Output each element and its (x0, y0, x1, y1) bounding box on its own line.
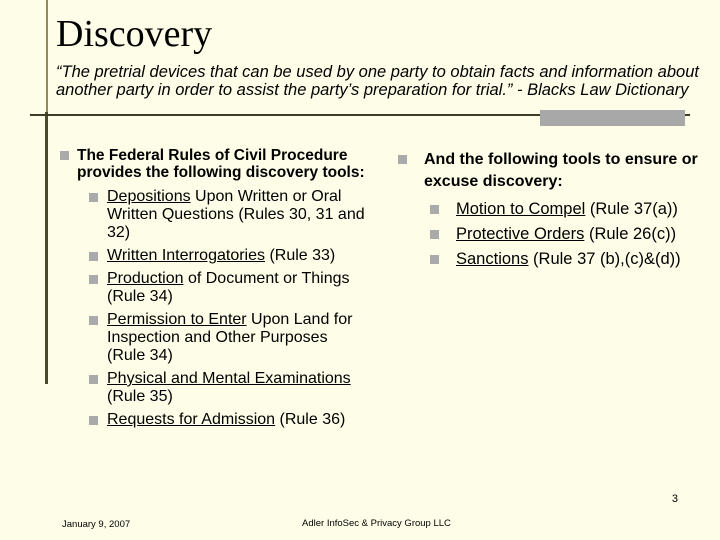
tool-name: Physical and Mental Examinations (107, 370, 351, 387)
slide-title: Discovery (56, 13, 213, 55)
left-column (60, 147, 365, 434)
left-heading (60, 147, 365, 181)
left-tool-list (89, 188, 365, 429)
right-heading (398, 149, 698, 193)
tool-rule: (Rule 26(c)) (584, 225, 677, 243)
vertical-rule-accent (45, 112, 48, 384)
tool-name: Permission to Enter (107, 311, 247, 328)
tool-rule: of Document or Things (Rule 34) (107, 270, 350, 305)
square-bullet-icon (89, 193, 98, 202)
tool-rule: (Rule 36) (275, 411, 346, 428)
tool-name: Motion to Compel (456, 200, 586, 218)
square-bullet-icon (89, 416, 98, 425)
list-item (89, 188, 365, 242)
square-bullet-icon (430, 205, 439, 214)
tool-rule: (Rule 37 (b),(c)&(d)) (528, 250, 681, 268)
left-heading-text: The Federal Rules of Civil Procedure provides the following discovery tools: (77, 147, 365, 181)
right-heading-text: And the following tools to ensure or excuse discovery: (424, 151, 698, 190)
list-item (89, 270, 365, 306)
square-bullet-icon (398, 155, 407, 164)
list-item (430, 247, 698, 272)
list-item (89, 311, 365, 365)
square-bullet-icon (430, 255, 439, 264)
tool-name: Depositions (107, 188, 191, 205)
right-column (398, 149, 698, 272)
list-item (89, 411, 365, 429)
footer-date: January 9, 2007 (62, 519, 131, 530)
square-bullet-icon (89, 252, 98, 261)
list-item (89, 247, 365, 265)
tool-rule: (Rule 33) (265, 247, 336, 264)
square-bullet-icon (89, 316, 98, 325)
definition-quote: “The pretrial devices that can be used by one party to obtain facts and information about another party in order to assist the party’s preparation for trial.” - Blacks Law Dictionary (56, 63, 699, 99)
right-tool-list (430, 197, 698, 272)
tool-rule: (Rule 35) (107, 388, 173, 405)
tool-name: Production (107, 270, 184, 287)
square-bullet-icon (430, 230, 439, 239)
tool-name: Protective Orders (456, 225, 585, 243)
tool-rule: Upon Written or Oral Written Questions (Rules 30, 31 and 32) (107, 188, 365, 241)
tool-rule: (Rule 37(a)) (585, 200, 678, 218)
tool-name: Written Interrogatories (107, 247, 265, 264)
page-number: 3 (671, 493, 678, 505)
footer-organization: Adler InfoSec & Privacy Group LLC (302, 518, 451, 529)
tool-name: Requests for Admission (107, 411, 276, 428)
list-item (430, 222, 698, 247)
tool-rule: Upon Land for Inspection and Other Purposes (Rule 34) (107, 311, 353, 364)
list-item (89, 370, 365, 406)
horizontal-rule-accent (540, 110, 685, 126)
tool-name: Sanctions (456, 250, 529, 268)
list-item (430, 197, 698, 222)
square-bullet-icon (60, 151, 69, 160)
square-bullet-icon (89, 375, 98, 384)
square-bullet-icon (89, 275, 98, 284)
